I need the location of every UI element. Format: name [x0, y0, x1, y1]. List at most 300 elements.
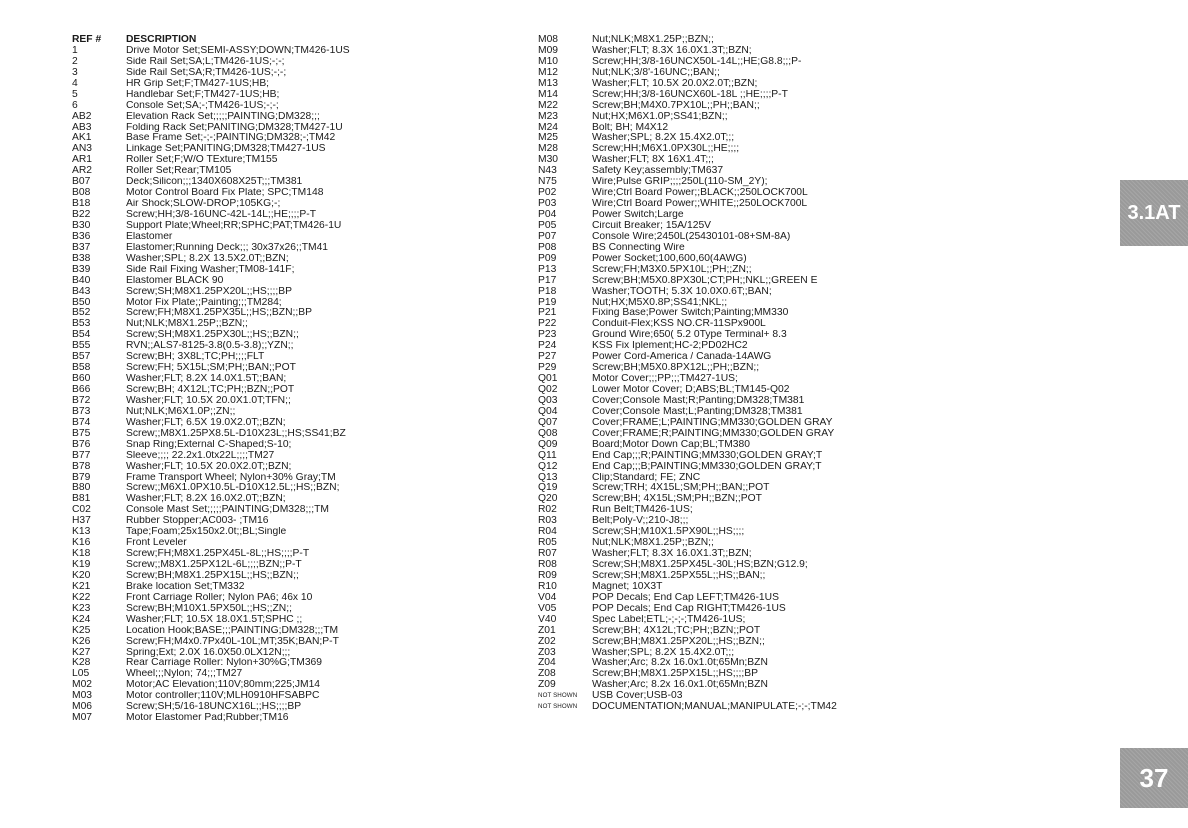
part-description: Screw;HH;M6X1.0PX30L;;HE;;;;: [592, 144, 740, 155]
part-row: [538, 527, 1008, 538]
part-description: Side Rail Fixing Washer;TM08-141F;: [126, 264, 295, 275]
part-ref: B18: [72, 198, 91, 210]
part-ref: V05: [538, 602, 557, 614]
part-description: End Cap;;;R;PAINTING;MM330;GOLDEN GRAY;T: [592, 450, 823, 461]
part-ref: B37: [72, 241, 91, 253]
part-row: [538, 648, 1008, 659]
part-row: [538, 287, 1008, 298]
part-ref: B57: [72, 351, 91, 363]
part-row: [72, 396, 512, 407]
part-row: [72, 483, 512, 494]
part-description: Spring;Ext; 2.0X 16.0X50.0LX12N;;;: [126, 647, 291, 658]
part-ref: K22: [72, 591, 91, 603]
part-ref: K24: [72, 613, 91, 625]
part-description: Deck;Silicon;;;1340X608X25T;;;TM381: [126, 177, 303, 188]
part-ref: 5: [72, 88, 78, 100]
part-row: [72, 527, 512, 538]
section-tab: 3.1AT: [1120, 180, 1188, 246]
part-ref: B22: [72, 209, 91, 220]
part-ref: K25: [72, 624, 91, 636]
part-ref: R02: [538, 504, 557, 516]
part-ref: Q13: [538, 471, 558, 483]
part-description: Screw;SH;M8X1.25PX55L;;HS;;BAN;;: [592, 570, 766, 581]
part-description: Motor Cover;;;PP;;;TM427-1US;: [592, 374, 738, 385]
part-description: Rear Carriage Roller: Nylon+30%G;TM369: [126, 658, 323, 669]
part-row: [72, 221, 512, 232]
part-ref: P13: [538, 263, 557, 275]
part-ref: R05: [538, 537, 557, 549]
part-ref: R04: [538, 526, 557, 538]
part-row: [538, 505, 1008, 516]
part-row: [72, 319, 512, 330]
part-description: Screw;FH;M4x0.7Px40L-10L;MT;35K;BAN;P-T: [126, 636, 339, 647]
part-description: Screw;BH;M4X0.7PX10L;;PH;;BAN;;: [592, 100, 760, 111]
part-ref: P09: [538, 252, 557, 264]
part-row: [72, 374, 512, 385]
part-ref: P21: [538, 307, 557, 319]
part-ref: M02: [72, 679, 93, 691]
part-ref: P24: [538, 340, 557, 352]
part-description: Motor controller;110V;MLH0910HFSABPC: [126, 691, 320, 702]
part-ref: Q09: [538, 438, 558, 450]
part-description: Bolt; BH; M4X12: [592, 122, 669, 133]
part-row: [538, 155, 1008, 166]
part-description: Wire;Ctrl Board Power;;WHITE;;250LOCK700L: [592, 199, 808, 210]
part-ref: M08: [538, 34, 559, 45]
part-row: [72, 626, 512, 637]
part-row: [538, 232, 1008, 243]
part-description: Screw;BH;M5X0.8PX12L;;PH;;BZN;;: [592, 363, 760, 374]
part-ref: B55: [72, 340, 91, 352]
part-ref: K21: [72, 580, 91, 592]
part-row: [72, 308, 512, 319]
part-description: Power Cord-America / Canada-14AWG: [592, 352, 772, 363]
part-row: [538, 68, 1008, 79]
part-ref: P08: [538, 241, 557, 253]
part-ref: Q04: [538, 405, 558, 417]
part-ref: M10: [538, 55, 559, 67]
part-ref: Z04: [538, 657, 556, 669]
part-ref: L05: [72, 668, 90, 680]
part-description: HR Grip Set;F;TM427-1US;HB;: [126, 78, 270, 89]
part-row: [538, 604, 1008, 615]
part-description: Air Shock;SLOW-DROP;105KG;-;: [126, 199, 281, 210]
part-row: [72, 691, 512, 702]
part-description: Magnet; 10X3T: [592, 581, 663, 592]
part-ref: P18: [538, 285, 557, 297]
part-row: [72, 46, 512, 57]
part-ref: B60: [72, 373, 91, 385]
part-row: [538, 626, 1008, 637]
part-row: [538, 243, 1008, 254]
parts-list-header: [72, 35, 512, 46]
part-ref: K16: [72, 537, 91, 549]
part-description: Console Wire;2450L(25430101-08+SM-8A): [592, 231, 791, 242]
part-row: [538, 35, 1008, 46]
part-row: [538, 363, 1008, 374]
part-ref: M14: [538, 88, 559, 100]
part-row: [72, 604, 512, 615]
part-description: Roller Set;Rear;TM105: [126, 166, 232, 177]
part-row: [72, 101, 512, 112]
part-row: [72, 658, 512, 669]
part-description: Front Leveler: [126, 538, 187, 549]
part-ref: B73: [72, 405, 91, 417]
part-ref: C02: [72, 504, 91, 516]
part-row: [538, 57, 1008, 68]
part-ref: Q01: [538, 373, 558, 385]
part-ref: B80: [72, 482, 91, 494]
part-description: Motor;AC Elevation;110V;80mm;225;JM14: [126, 680, 321, 691]
part-ref: AN3: [72, 143, 93, 155]
part-description: Washer;SPL; 8.2X 13.5X2.0T;;BZN;: [126, 253, 289, 264]
part-row: [538, 177, 1008, 188]
page-number-tab: 37: [1120, 748, 1188, 808]
part-row: [72, 418, 512, 429]
part-description: Screw;FH;M3X0.5PX10L;;PH;;ZN;;: [592, 264, 752, 275]
part-ref: M28: [538, 143, 559, 155]
part-description: Roller Set;F;W/O TExture;TM155: [126, 155, 278, 166]
part-row: [538, 691, 1008, 702]
part-description: Screw;TRH; 4X15L;SM;PH;;BAN;;POT: [592, 483, 770, 494]
part-row: [538, 658, 1008, 669]
part-ref: M23: [538, 110, 559, 122]
part-row: [538, 637, 1008, 648]
part-description: Elastomer BLACK 90: [126, 275, 224, 286]
part-description: Wheel;;;Nylon; 74;;;TM27: [126, 669, 243, 680]
part-ref: Q20: [538, 493, 558, 505]
part-row: [72, 276, 512, 287]
part-row: [72, 330, 512, 341]
part-ref: Q19: [538, 482, 558, 494]
part-description: Washer;FLT; 6.5X 19.0X2.0T;;BZN;: [126, 417, 286, 428]
part-ref: M13: [538, 77, 559, 89]
part-row: [538, 473, 1008, 484]
part-row: [538, 451, 1008, 462]
part-description: Nut;HX;M5X0.8P;SS41;NKL;;: [592, 297, 728, 308]
part-ref: R07: [538, 548, 557, 560]
ref-column-header: REF #: [72, 34, 102, 45]
part-ref: B81: [72, 493, 91, 505]
part-row: [72, 407, 512, 418]
part-row: [538, 265, 1008, 276]
part-row: [538, 46, 1008, 57]
part-row: [72, 166, 512, 177]
part-row: [538, 352, 1008, 363]
part-description: Side Rail Set;SA;L;TM426-1US;-;-;: [126, 56, 285, 67]
part-ref: M06: [72, 701, 93, 713]
part-description: Screw;BH;M8X1.25PX15L;;HS;;;;BP: [592, 669, 758, 680]
part-description: Screw;BH; 4X15L;SM;PH;;BZN;;POT: [592, 494, 762, 505]
part-ref: Q03: [538, 394, 558, 406]
part-row: [538, 330, 1008, 341]
part-description: Power Socket;100,600,60(4AWG): [592, 253, 747, 264]
part-row: [538, 440, 1008, 451]
part-row: [72, 352, 512, 363]
part-description: Location Hook;BASE;;;PAINTING;DM328;;;TM: [126, 625, 339, 636]
part-ref: B43: [72, 285, 91, 297]
part-row: [72, 549, 512, 560]
part-row: [72, 123, 512, 134]
part-ref: Q11: [538, 449, 557, 461]
part-description: Elastomer;Running Deck;;; 30x37x26;;TM41: [126, 242, 329, 253]
part-ref: Z09: [538, 679, 556, 691]
part-description: Tape;Foam;25x150x2.0t;;BL;Single: [126, 527, 287, 538]
part-row: [72, 363, 512, 374]
part-ref: Z01: [538, 624, 556, 636]
part-row: [538, 462, 1008, 473]
part-description: End Cap;;;B;PAINTING;MM330;GOLDEN GRAY;T: [592, 461, 822, 472]
part-row: [72, 462, 512, 473]
part-ref: K28: [72, 657, 91, 669]
part-description: KSS Fix Iplement;HC-2;PD02HC2: [592, 341, 748, 352]
part-ref: K23: [72, 602, 91, 614]
part-ref: B53: [72, 318, 91, 330]
part-ref: P07: [538, 230, 557, 242]
part-ref: Z03: [538, 646, 556, 658]
part-description: Power Switch;Large: [592, 210, 684, 220]
part-row: [538, 188, 1008, 199]
part-row: [72, 615, 512, 626]
part-ref: R03: [538, 515, 557, 527]
part-ref: 6: [72, 99, 78, 111]
part-description: Nut;NLK;M6X1.0P;;ZN;;: [126, 406, 236, 417]
part-ref: NOT SHOWN: [538, 703, 578, 711]
part-row: [72, 440, 512, 451]
part-description: Cover;FRAME;L;PAINTING;MM330;GOLDEN GRAY: [592, 417, 833, 428]
part-row: [72, 516, 512, 527]
part-ref: B78: [72, 460, 91, 472]
part-ref: M25: [538, 132, 559, 144]
part-row: [538, 571, 1008, 582]
part-description: Washer;Arc; 8.2x 16.0x1.0t;65Mn;BZN: [592, 658, 768, 669]
part-ref: K13: [72, 526, 91, 538]
part-description: Screw;BH; 3X8L;TC;PH;;;;FLT: [126, 352, 265, 363]
part-row: [538, 123, 1008, 134]
part-ref: P04: [538, 209, 557, 220]
part-row: [538, 308, 1008, 319]
part-row: [538, 396, 1008, 407]
part-description: Handlebar Set;F;TM427-1US;HB;: [126, 89, 280, 100]
part-description: Screw;SH;5/16-18UNCX16L;;HS;;;;BP: [126, 702, 302, 713]
part-row: [538, 582, 1008, 593]
part-row: [538, 418, 1008, 429]
part-description: Circuit Breaker; 15A/125V: [592, 220, 712, 231]
part-description: Cover;FRAME;R;PAINTING;MM330;GOLDEN GRAY: [592, 428, 835, 439]
part-description: Wire;Ctrl Board Power;;BLACK;;250LOCK700L: [592, 188, 808, 199]
part-ref: P19: [538, 296, 557, 308]
part-row: [538, 144, 1008, 155]
part-row: [538, 79, 1008, 90]
part-description: DOCUMENTATION;MANUAL;MANIPULATE;-;-;TM42: [592, 702, 837, 713]
part-row: [72, 713, 512, 724]
part-description: Washer;FLT; 8.3X 16.0X1.3T;;BZN;: [592, 549, 752, 560]
part-ref: Q02: [538, 384, 558, 395]
part-ref: R08: [538, 559, 557, 570]
part-description: Washer;Arc; 8.2x 16.0x1.0t;65Mn;BZN: [592, 680, 768, 691]
part-row: [538, 210, 1008, 221]
description-column-header: DESCRIPTION: [126, 35, 197, 45]
part-row: [72, 669, 512, 680]
part-ref: B54: [72, 329, 91, 341]
part-row: [538, 276, 1008, 287]
part-description: Safety Key;assembly;TM637: [592, 166, 724, 177]
part-ref: V04: [538, 591, 557, 603]
part-description: Conduit-Flex;KSS NO.CR-11SPx900L: [592, 319, 766, 330]
part-description: Washer;FLT; 8X 16X1.4T;;;: [592, 155, 714, 166]
part-row: [538, 101, 1008, 112]
part-row: [72, 680, 512, 691]
part-ref: P27: [538, 351, 557, 363]
part-ref: B30: [72, 219, 91, 231]
part-ref: NOT SHOWN: [538, 692, 578, 700]
part-ref: P02: [538, 187, 557, 199]
part-row: [72, 144, 512, 155]
part-description: Linkage Set;PANITING;DM328;TM427-1US: [126, 144, 326, 155]
part-row: [538, 702, 1008, 713]
part-ref: Q08: [538, 427, 558, 439]
part-description: Frame Transport Wheel; Nylon+30% Gray;TM: [126, 472, 336, 483]
part-row: [72, 702, 512, 713]
part-description: Screw;BH;M8X1.25PX20L;;HS;;BZN;;: [592, 636, 765, 647]
part-ref: B58: [72, 362, 91, 374]
part-row: [72, 494, 512, 505]
part-ref: AK1: [72, 132, 92, 144]
part-row: [538, 483, 1008, 494]
part-row: [72, 560, 512, 571]
part-row: [72, 298, 512, 309]
part-description: Elastomer: [126, 231, 173, 242]
part-description: Screw;SH;M8X1.25PX20L;;HS;;;;BP: [126, 286, 292, 297]
part-description: Screw;BH;M5X0.8PX30L;CT;PH;;NKL;;GREEN E: [592, 275, 818, 286]
part-row: [538, 254, 1008, 265]
part-description: Washer;FLT; 10.5X 18.0X1.5T;SPHC ;;: [126, 614, 303, 625]
part-description: Cover;Console Mast;L;Panting;DM328;TM381: [592, 406, 803, 417]
part-description: Nut;NLK;3/8'-16UNC;;BAN;;: [592, 67, 720, 78]
part-description: Motor Elastomer Pad;Rubber;TM16: [126, 713, 289, 724]
part-description: Base Frame Set;-;-;PAINTING;DM328;-;TM42: [126, 133, 336, 144]
part-ref: B66: [72, 384, 91, 395]
part-description: Screw;;M6X1.0PX10.5L-D10X12.5L;;HS;;BZN;: [126, 483, 340, 494]
part-row: [72, 429, 512, 440]
part-ref: B77: [72, 449, 91, 461]
part-row: [538, 538, 1008, 549]
part-description: Screw;;M8X1.25PX12L-6L;;;;BZN;;P-T: [126, 560, 302, 570]
part-description: BS Connecting Wire: [592, 242, 685, 253]
part-description: Screw;;M8X1.25PX8.5L-D10X23L;;HS;SS41;BZ: [126, 428, 346, 439]
part-row: [538, 385, 1008, 396]
part-row: [72, 232, 512, 243]
part-description: Fixing Base;Power Switch;Painting;MM330: [592, 308, 789, 319]
part-description: Washer;SPL; 8.2X 15.4X2.0T;;;: [592, 133, 735, 144]
part-row: [72, 287, 512, 298]
part-row: [538, 560, 1008, 571]
part-description: Screw;SH;M8X1.25PX45L-30L;HS;BZN;G12.9;: [592, 560, 808, 570]
part-description: Motor Fix Plate;;Painting;;;TM284;: [126, 297, 282, 308]
part-ref: R10: [538, 580, 557, 592]
part-row: [72, 265, 512, 276]
parts-list-right-rows: [538, 35, 1008, 713]
part-description: Elevation Rack Set;;;;;PAINTING;DM328;;;: [126, 111, 320, 122]
part-ref: M09: [538, 44, 559, 56]
part-row: [72, 177, 512, 188]
part-row: [538, 429, 1008, 440]
part-description: USB Cover;USB-03: [592, 691, 683, 702]
part-ref: M07: [72, 712, 93, 724]
part-description: Run Belt;TM426-1US;: [592, 505, 693, 516]
part-description: Brake location Set;TM332: [126, 581, 245, 592]
part-ref: Q07: [538, 416, 558, 428]
part-ref: B50: [72, 296, 91, 308]
part-description: Washer;SPL; 8.2X 15.4X2.0T;;;: [592, 647, 735, 658]
part-row: [72, 571, 512, 582]
part-row: [538, 407, 1008, 418]
part-description: Washer;FLT; 10.5X 20.0X2.0T;;BZN;: [592, 78, 758, 89]
part-description: Washer;FLT; 8.2X 16.0X2.0T;;BZN;: [126, 494, 286, 505]
part-description: Screw;BH; 4X12L;TC;PH;;BZN;;POT: [126, 385, 295, 395]
part-description: Drive Motor Set;SEMI-ASSY;DOWN;TM426-1US: [126, 45, 350, 56]
part-ref: P23: [538, 329, 557, 341]
part-description: Screw;FH; 5X15L;SM;PH;;BAN;;POT: [126, 363, 296, 374]
part-row: [72, 582, 512, 593]
parts-list-right-column: [538, 35, 1008, 713]
part-row: [72, 133, 512, 144]
part-description: Screw;BH; 4X12L;TC;PH;;BZN;;POT: [592, 625, 761, 636]
part-description: Washer;FLT; 8.3X 16.0X1.3T;;BZN;: [592, 45, 752, 56]
part-description: RVN;;ALS7-8125-3.8(0.5-3.8);;YZN;;: [126, 341, 294, 352]
part-description: Console Set;SA;-;TM426-1US;-;-;: [126, 100, 279, 111]
part-ref: B76: [72, 438, 91, 450]
part-row: [538, 341, 1008, 352]
part-row: [72, 593, 512, 604]
part-row: [538, 669, 1008, 680]
part-ref: B38: [72, 252, 91, 264]
part-row: [538, 298, 1008, 309]
part-description: Screw;SH;M10X1.5PX90L;;HS;;;;: [592, 527, 745, 538]
part-ref: B36: [72, 230, 91, 242]
part-row: [72, 155, 512, 166]
part-description: Ground Wire;650( 5.2 0Type Terminal+ 8.3: [592, 330, 787, 341]
part-row: [538, 549, 1008, 560]
part-ref: K20: [72, 569, 91, 581]
part-description: Side Rail Set;SA;R;TM426-1US;-;-;: [126, 67, 287, 78]
part-row: [72, 79, 512, 90]
part-row: [72, 112, 512, 123]
part-ref: P22: [538, 318, 557, 330]
part-description: POP Decals; End Cap RIGHT;TM426-1US: [592, 603, 786, 614]
part-description: Nut;NLK;M8X1.25P;;BZN;;: [592, 538, 714, 549]
part-row: [72, 451, 512, 462]
part-description: Screw;HH;3/8-16UNCX50L-14L;;HE;G8.8;;;P-: [592, 56, 802, 67]
part-ref: B79: [72, 471, 91, 483]
part-ref: P29: [538, 362, 557, 374]
part-ref: V40: [538, 613, 557, 625]
part-row: [72, 254, 512, 265]
part-description: Nut;HX;M6X1.0P;SS41;BZN;;: [592, 111, 728, 122]
part-ref: AB2: [72, 110, 92, 122]
part-ref: 3: [72, 66, 78, 78]
part-row: [72, 90, 512, 101]
part-description: Wire;Pulse GRIP;;;;250L(110-SM_2Y);: [592, 177, 768, 188]
part-ref: B40: [72, 274, 91, 286]
part-row: [538, 494, 1008, 505]
part-ref: B52: [72, 307, 91, 319]
part-ref: M24: [538, 121, 559, 133]
part-description: Snap Ring;External C-Shaped;S-10;: [126, 439, 292, 450]
part-ref: K18: [72, 548, 91, 560]
part-row: [538, 319, 1008, 330]
part-description: Console Mast Set;;;;;PAINTING;DM328;;;TM: [126, 505, 329, 516]
